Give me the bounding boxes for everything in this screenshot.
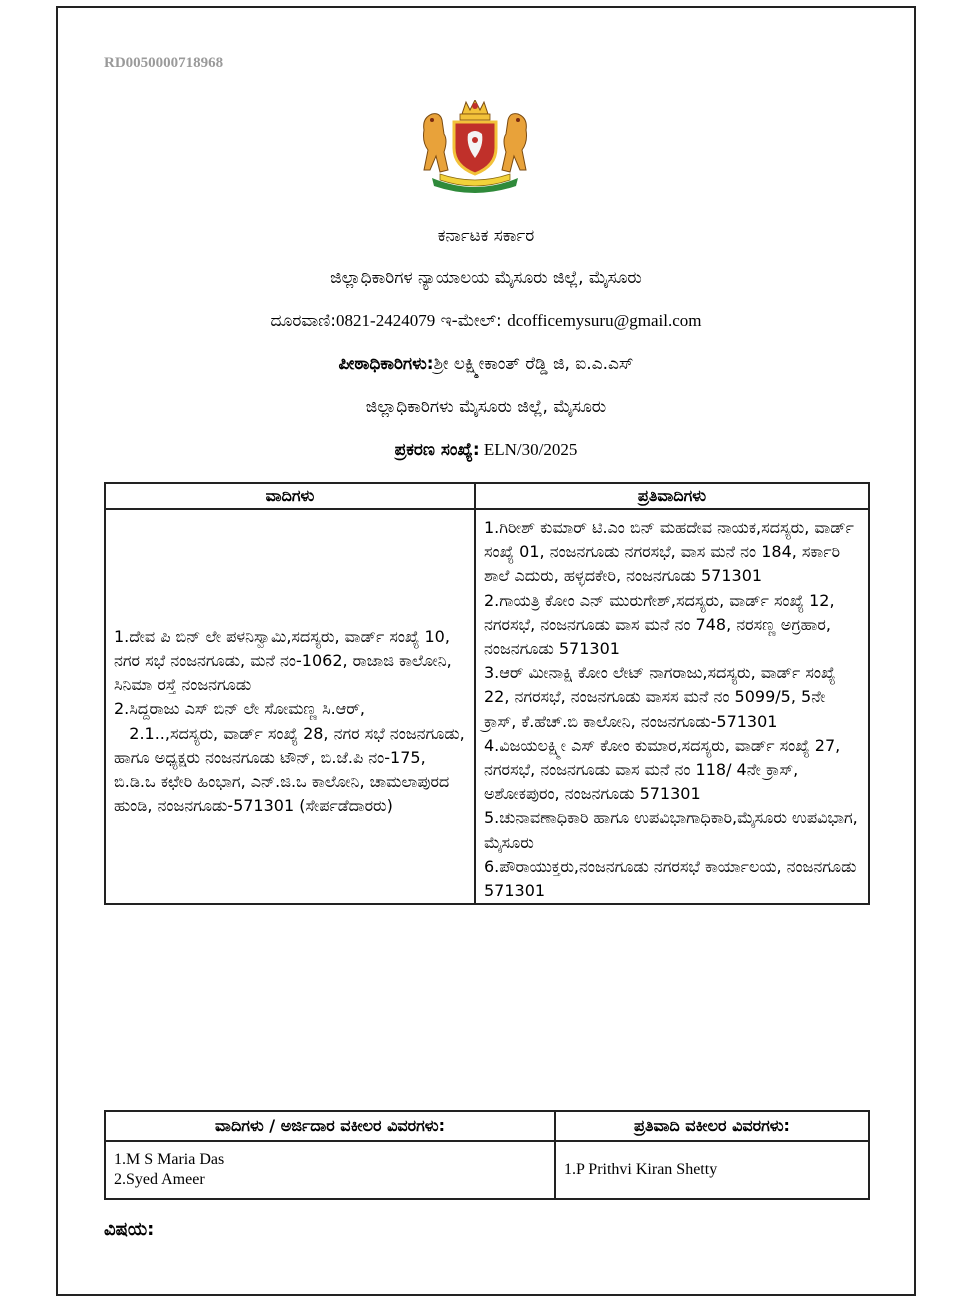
email-address: dcofficemysuru@gmail.com xyxy=(507,311,702,330)
reference-id: RD0050000718968 xyxy=(104,55,224,71)
respondent-entry: 5.ಚುನಾವಣಾಧಿಕಾರಿ ಹಾಗೂ ಉಪವಿಭಾಗಾಧಿಕಾರಿ,ಮೈಸೂರು ಉಪವಿಭಾಗ, ಮೈಸೂರು xyxy=(484,808,858,852)
case-label: ಪ್ರಕರಣ ಸಂಖ್ಯೆ: xyxy=(394,440,480,460)
petitioner-entry: 1.ದೇವ ಪಿ ಬಿನ್ ಲೇ ಪಳನಿಸ್ವಾಮಿ,ಸದಸ್ಯರು, ವಾರ್ಡ್ ಸಂಖ್ಯೆ 10, ನಗರ ಸಭೆ ನಂಜನಗೂಡು, ಮನೆ ನಂ-1062, ರಾಜಾಜಿ ಕಾಲೋನಿ, ಸಿನಿಮಾ ರಸ್ತೆ ನಂಜನಗೂಡು xyxy=(114,626,452,695)
advocates-table xyxy=(104,1110,870,1200)
presiding-officer: ಶ್ರೀ ಲಕ್ಷ್ಮೀಕಾಂತ್ ರೆಡ್ಡಿ ಜಿ, ಐ.ಎ.ಎಸ್ xyxy=(433,354,634,374)
court-name: ಜಿಲ್ಲಾಧಿಕಾರಿಗಳ ನ್ಯಾಯಾಲಯ ಮೈಸೂರು ಜಿಲ್ಲೆ, ಮೈಸೂರು xyxy=(330,268,642,288)
respondents-header: ಪ್ರತಿವಾದಿಗಳು xyxy=(475,483,869,509)
respondent-entry: 3.ಆರ್ ಮೀನಾಕ್ಷಿ ಕೋಂ ಲೇಟ್ ನಾಗರಾಜು,ಸದಸ್ಯರು, ವಾರ್ಡ್ ಸಂಖ್ಯೆ 22, ನಗರಸಭೆ, ನಂಜನಗೂಡು ವಾಸಸ ಮನೆ ನಂ 5099/5, 5ನೇ ಕ್ರಾಸ್, ಕೆ.ಹೆಚ್.ಬಿ ಕಾಲೋನಿ, ನಂಜನಗೂಡು-571301 xyxy=(484,663,836,731)
case-number-line xyxy=(0,440,972,460)
presiding-label: ಪೀಠಾಧಿಕಾರಿಗಳು: xyxy=(338,354,434,374)
respondent-entry: 6.ಪೌರಾಯುಕ್ತರು,ನಂಜನಗೂಡು ನಗರಸಭೆ ಕಾರ್ಯಾಲಯ, ನಂಜನಗೂಡು 571301 xyxy=(484,856,857,901)
presiding-designation: ಜಿಲ್ಲಾಧಿಕಾರಿಗಳು ಮೈಸೂರು ಜಿಲ್ಲೆ, ಮೈಸೂರು xyxy=(365,397,607,417)
government-name: ಕರ್ನಾಟಕ ಸರ್ಕಾರ xyxy=(437,226,535,246)
contact-line xyxy=(0,311,972,331)
subject-label: ವಿಷಯ: xyxy=(104,1219,155,1240)
petitioners-header: ವಾದಿಗಳು xyxy=(105,483,475,509)
respondent-entry: 4.ವಿಜಯಲಕ್ಷ್ಮೀ ಎಸ್ ಕೋಂ ಕುಮಾರ,ಸದಸ್ಯರು, ವಾರ್ಡ್ ಸಂಖ್ಯೆ 27, ನಗರಸಭೆ, ನಂಜನಗೂಡು ವಾಸ ಮನೆ ನಂ 118/ 4ನೇ ಕ್ರಾಸ್, ಅಶೋಕಪುರಂ, ನಂಜನಗೂಡು 571301 xyxy=(484,735,841,804)
petitioner-entry: 2.ಸಿದ್ದರಾಜು ಎಸ್ ಬಿನ್ ಲೇ ಸೋಮಣ್ಣ ಸಿ.ಆರ್, xyxy=(114,699,365,719)
phone-label: ದೂರವಾಣಿ: xyxy=(270,311,337,331)
respondent-advocates-header: ಪ್ರತಿವಾದಿ ವಕೀಲರ ವಿವರಗಳು: xyxy=(555,1111,869,1141)
karnataka-emblem xyxy=(418,100,532,196)
respondent-advocate: 1.P Prithvi Kiran Shetty xyxy=(564,1161,718,1178)
petitioner-entry: 2.1..,ಸದಸ್ಯರು, ವಾರ್ಡ್ ಸಂಖ್ಯೆ 28, ನಗರ ಸಭೆ ನಂಜನಗೂಡು, ಹಾಗೂ ಅಧ್ಯಕ್ಷರು ನಂಜನಗೂಡು ಟೌನ್, ಬಿ.ಜೆ.ಪಿ ನಂ-175, ಬಿ.ಡಿ.ಒ ಕಛೇರಿ ಹಿಂಭಾಗ, ಎನ್.ಜಿ.ಒ ಕಾಲೋನಿ, ಚಾಮಲಾಪುರದ ಹುಂಡಿ, ನಂಜನಗೂಡು-571301 (ಸೇರ್ಪಡೆದಾರರು) xyxy=(114,723,470,816)
petitioner-advocate: 1.M S Maria Das xyxy=(114,1151,225,1168)
petitioner-advocates-cell xyxy=(105,1141,555,1199)
phone-number: 0821-2424079 xyxy=(336,311,436,330)
petitioner-advocates-header: ವಾದಿಗಳು / ಅರ್ಜಿದಾರ ವಕೀಲರ ವಿವರಗಳು: xyxy=(105,1111,555,1141)
parties-table xyxy=(104,482,870,905)
email-label: ಇ-ಮೇಲ್: xyxy=(435,311,508,331)
presiding-officer-line xyxy=(0,354,972,374)
petitioners-cell xyxy=(105,509,475,904)
case-number: ELN/30/2025 xyxy=(479,440,578,459)
petitioner-advocate: 2.Syed Ameer xyxy=(114,1171,205,1188)
respondents-cell xyxy=(475,509,869,904)
respondent-advocates-cell xyxy=(555,1141,869,1199)
respondent-entry: 2.ಗಾಯತ್ರಿ ಕೋಂ ಎನ್ ಮುರುಗೇಶ್,ಸದಸ್ಯರು, ವಾರ್ಡ್ ಸಂಖ್ಯೆ 12, ನಗರಸಭೆ, ನಂಜನಗೂಡು ವಾಸ ಮನೆ ನಂ 748, ನರಸಣ್ಣ ಅಗ್ರಹಾರ, ನಂಜನಗೂಡು 571301 xyxy=(484,590,835,659)
respondent-entry: 1.ಗಿರೀಶ್ ಕುಮಾರ್ ಟಿ.ಎಂ ಬಿನ್ ಮಹದೇವ ನಾಯಕ,ಸದಸ್ಯರು, ವಾರ್ಡ್ ಸಂಖ್ಯೆ 01, ನಂಜನಗೂಡು ನಗರಸಭೆ, ವಾಸ ಮನೆ ನಂ 184, ಸರ್ಕಾರಿ ಶಾಲೆ ಎದುರು, ಹಳ್ಳದಕೇರಿ, ನಂಜನಗೂಡು 571301 xyxy=(484,518,854,586)
